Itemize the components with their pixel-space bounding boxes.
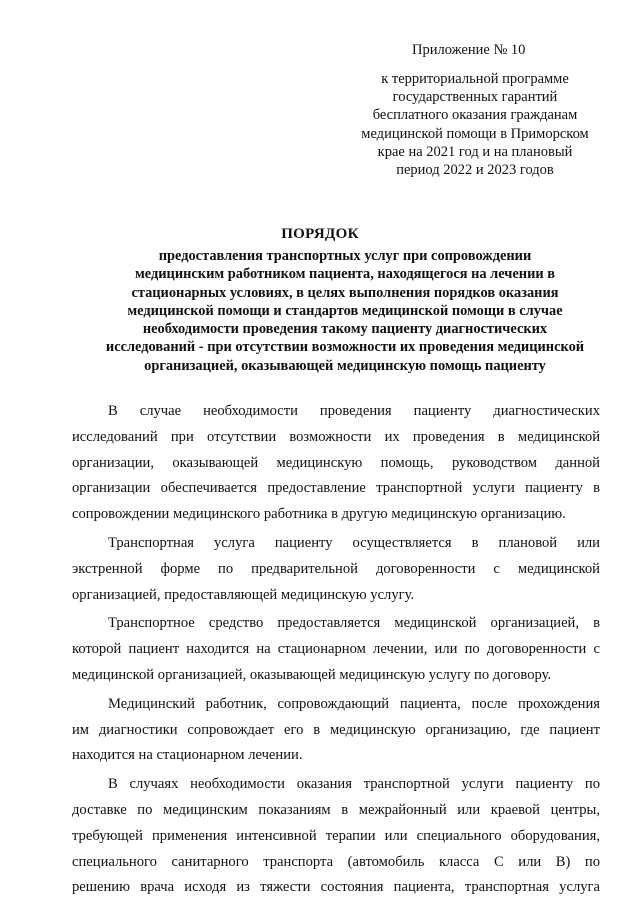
text-line: Медицинский работник, сопровождающий пациента, после прохождения bbox=[108, 695, 600, 712]
text-line: Транспортная услуга пациенту осуществляется в плановой или bbox=[108, 534, 600, 551]
paragraph-2 bbox=[72, 531, 600, 608]
text-line: исследований при отсутствии возможности их проведения в медицинской bbox=[72, 428, 600, 445]
subtitle-line: предоставления транспортных услуг при сопровождении bbox=[158, 248, 532, 264]
appendix-line: государственных гарантий bbox=[392, 89, 558, 106]
appendix-title: Приложение № 10 bbox=[412, 42, 526, 58]
text-line: доставке по медицинским показаниям в межрайонный или краевой центры, bbox=[72, 801, 600, 818]
appendix-reference bbox=[338, 70, 612, 179]
subtitle-line: медицинской помощи и стандартов медицинской помощи в случае bbox=[127, 302, 563, 319]
subtitle-line: необходимости проведения такому пациенту диагностических bbox=[142, 321, 548, 338]
appendix-line: бесплатного оказания гражданам bbox=[372, 107, 578, 124]
text-line: которой пациент находится на стационарном лечении, или по договоренности с bbox=[72, 641, 600, 658]
text-line: экстренной форме по предварительной договоренности с медицинской bbox=[72, 560, 600, 577]
subtitle-line: исследований - при отсутствии возможности их проведения медицинской bbox=[105, 339, 585, 356]
document-subtitle bbox=[100, 247, 590, 375]
text-line: В случаях необходимости оказания транспортной услуги пациенту по bbox=[108, 776, 600, 793]
text-line: Транспортное средство предоставляется медицинской организацией, в bbox=[108, 615, 600, 632]
subtitle-line: стационарных условиях, в целях выполнения порядков оказания bbox=[131, 284, 559, 301]
text-line: специального санитарного транспорта (автомобиль класса С или В) по bbox=[72, 853, 600, 870]
paragraph-3 bbox=[72, 611, 600, 688]
subtitle-line: организацией, оказывающей медицинскую помощь пациенту bbox=[144, 357, 546, 374]
text-line: находится на стационарном лечении. bbox=[72, 747, 303, 764]
appendix-line: медицинской помощи в Приморском bbox=[361, 125, 589, 142]
text-line: В случае необходимости проведения пациенту диагностических bbox=[108, 403, 600, 419]
subtitle-line: медицинским работником пациента, находящегося на лечении в bbox=[134, 266, 556, 283]
text-line: им диагностики сопровождает его в медицинскую организацию, где пациент bbox=[72, 721, 600, 738]
text-line: организации обеспечивается предоставление транспортной услуги пациенту в bbox=[72, 480, 600, 497]
text-line: решению врача исходя из тяжести состояния пациента, транспортная услуга bbox=[72, 879, 600, 896]
text-line: организацией, предоставляющей медицинскую услугу. bbox=[72, 586, 415, 603]
appendix-line: период 2022 и 2023 годов bbox=[396, 162, 554, 179]
appendix-line: к территориальной программе bbox=[381, 71, 569, 87]
document-title: ПОРЯДОК bbox=[281, 226, 359, 242]
text-line: организации, оказывающей медицинскую помощь, руководством данной bbox=[72, 454, 600, 471]
paragraph-1 bbox=[72, 399, 600, 528]
document-body bbox=[72, 399, 600, 901]
paragraph-5 bbox=[72, 772, 600, 901]
text-line: требующей применения интенсивной терапии или специального оборудования, bbox=[72, 827, 600, 844]
appendix-line: крае на 2021 год и на плановый bbox=[377, 143, 573, 160]
text-line: медицинской организацией, оказывающей медицинскую услугу по договору. bbox=[72, 666, 552, 683]
text-line: сопровождении медицинского работника в другую медицинскую организацию. bbox=[72, 506, 566, 523]
paragraph-4 bbox=[72, 692, 600, 769]
